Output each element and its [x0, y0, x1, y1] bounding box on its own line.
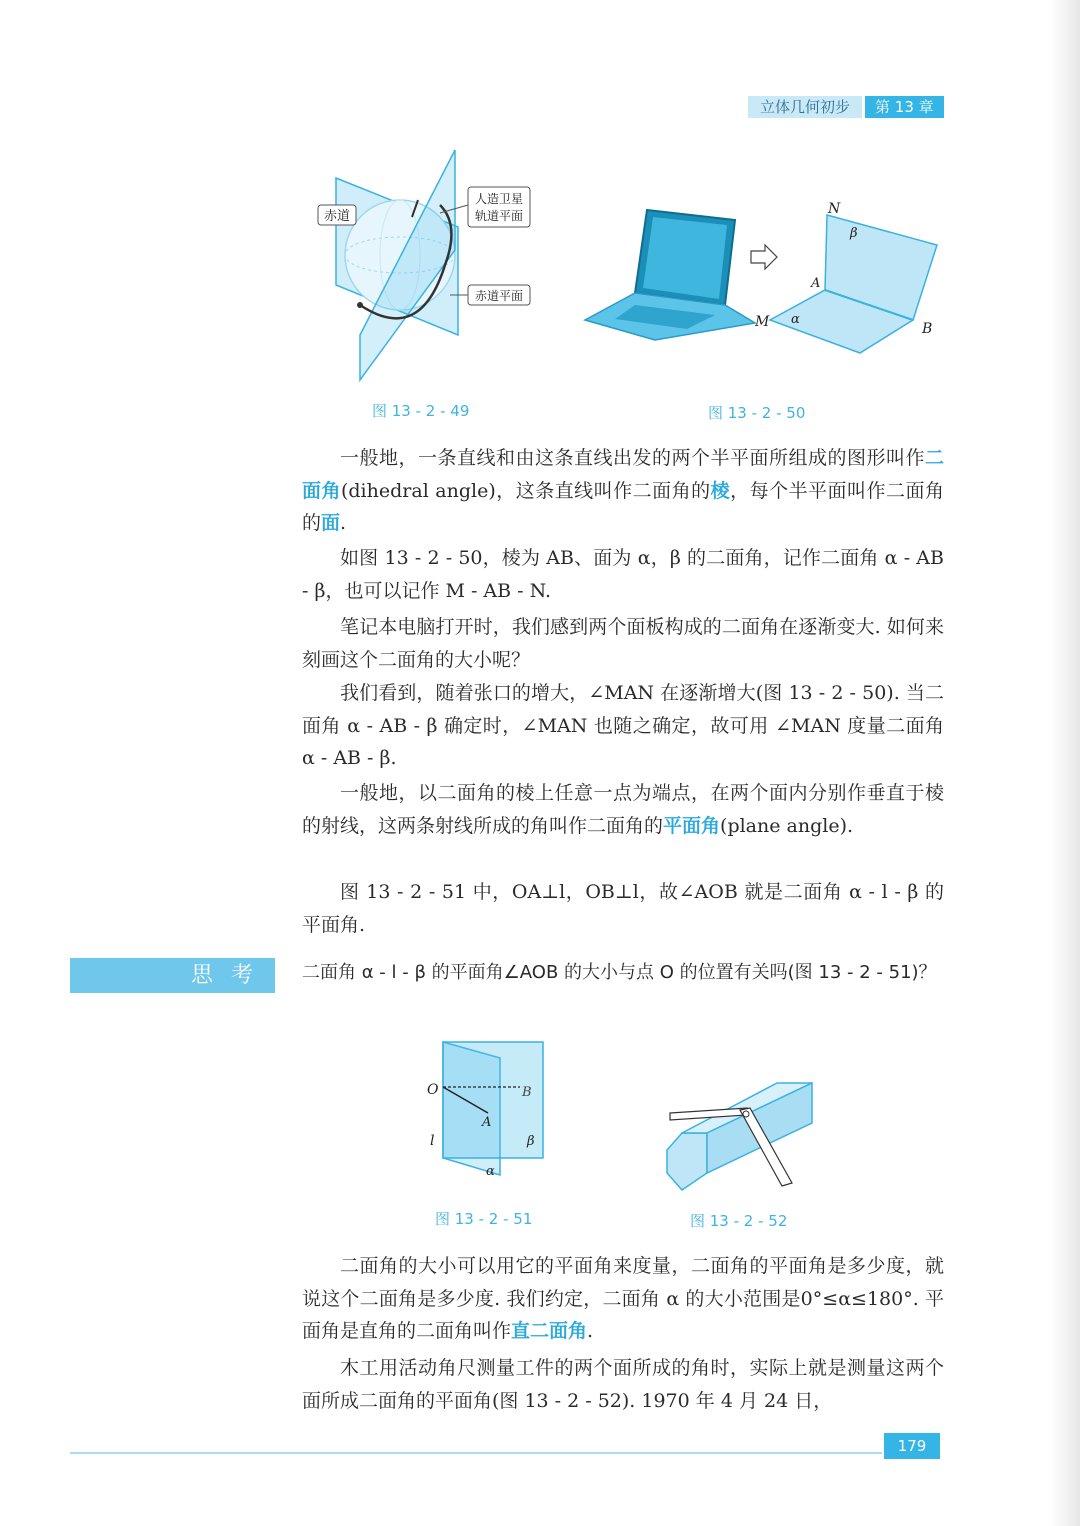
para-definition — [302, 442, 944, 540]
para-notation: 如图 13 - 2 - 50，棱为 AB、面为 α，β 的二面角，记作二面角 α - AB - β，也可以记作 M - AB - N. — [302, 547, 944, 602]
page-edge-shadow — [1050, 0, 1080, 1526]
label-a-51: A — [482, 1115, 492, 1130]
book-title: 立体几何初步 — [748, 96, 862, 118]
figure-13-2-51 — [420, 1040, 550, 1190]
term-edge: 棱 — [710, 479, 731, 502]
para-angle-man: 我们看到，随着张口的增大，∠MAN 在逐渐增大(图 13 - 2 - 50). 当二面角 α - AB - β 确定时，∠MAN 也随之确定，故可用 ∠MAN 度量二面角 α - AB - β. — [302, 682, 944, 769]
para-carpenter: 木工用活动角尺测量工件的两个面所成的角时，实际上就是测量这两个面所成二面角的平面角(图 13 - 2 - 52). 1970 年 4 月 24 日， — [302, 1357, 944, 1412]
caption-13-2-49: 图 13 - 2 - 49 — [372, 402, 470, 420]
label-alpha-51: α — [486, 1164, 495, 1179]
term-plane-angle: 平面角 — [663, 814, 721, 837]
orbit-label-line1: 人造卫星 — [474, 192, 524, 206]
figure-13-2-52 — [662, 1078, 822, 1198]
figure-13-2-49 — [300, 145, 540, 385]
para1-text2: (dihedral angle)，这条直线叫作二面角的 — [340, 479, 711, 502]
para7-text2: . — [587, 1320, 594, 1342]
think-question: 二面角 α - l - β 的平面角∠AOB 的大小与点 O 的位置有关吗(图 13 - 2 - 51)？ — [302, 962, 937, 983]
para5-text2: (plane angle). — [720, 814, 854, 837]
label-beta: β — [850, 226, 858, 241]
para1-text1: 一般地，一条直线和由这条直线出发的两个半平面所组成的图形叫作 — [340, 447, 925, 469]
page-number: 179 — [884, 1433, 940, 1459]
caption-13-2-50: 图 13 - 2 - 50 — [708, 404, 806, 422]
para-figure-51: 图 13 - 2 - 51 中，OA⊥l，OB⊥l，故∠AOB 就是二面角 α - l - β 的平面角. — [302, 881, 944, 936]
workpiece-end — [667, 1133, 707, 1190]
laptop-display — [643, 217, 727, 299]
label-o-51: O — [427, 1082, 439, 1098]
para1-text3: ，每个半平面叫作二面角的 — [302, 479, 944, 534]
label-l-51: l — [430, 1133, 435, 1149]
label-b-51: B — [522, 1085, 532, 1100]
term-right-dihedral: 直二面角 — [511, 1320, 588, 1342]
satellite-dot — [357, 302, 363, 308]
term-face: 面 — [321, 512, 341, 534]
square-pivot — [743, 1111, 749, 1117]
equator-label: 赤道 — [323, 209, 351, 224]
label-m: M — [755, 314, 770, 330]
para-measure — [302, 1250, 944, 1348]
chapter-label: 第 13 章 — [865, 96, 944, 118]
label-n: N — [828, 201, 841, 217]
para7-text1: 二面角的大小可以用它的平面角来度量，二面角的平面角是多少度，就说这个二面角是多少度. 我们约定，二面角 α 的大小范围是0°≤α≤180°. 平面角是直角的二面角叫作 — [302, 1255, 944, 1342]
term-dihedral-angle: 二面角 — [302, 447, 944, 502]
para-plane-angle — [302, 777, 944, 842]
equator-plane-label: 赤道平面 — [474, 289, 524, 303]
label-alpha: α — [791, 312, 800, 327]
figure-13-2-50 — [575, 195, 950, 365]
arrow-icon — [751, 245, 777, 269]
orbit-label-line2: 轨道平面 — [474, 209, 524, 223]
label-a: A — [811, 276, 821, 291]
footer-rule — [70, 1452, 882, 1454]
think-label: 思考 — [70, 958, 275, 993]
caption-13-2-51: 图 13 - 2 - 51 — [435, 1210, 533, 1228]
para1-text4: . — [340, 512, 347, 534]
running-header — [748, 96, 944, 118]
caption-13-2-52: 图 13 - 2 - 52 — [690, 1212, 788, 1230]
para-laptop: 笔记本电脑打开时，我们感到两个面板构成的二面角在逐渐变大. 如何来刻画这个二面角的大小呢？ — [302, 616, 944, 671]
label-beta-51: β — [527, 1134, 535, 1149]
label-b: B — [922, 321, 933, 337]
para5-text1: 一般地，以二面角的棱上任意一点为端点，在两个面内分别作垂直于棱的射线，这两条射线所成的角叫作二面角的 — [302, 782, 944, 837]
